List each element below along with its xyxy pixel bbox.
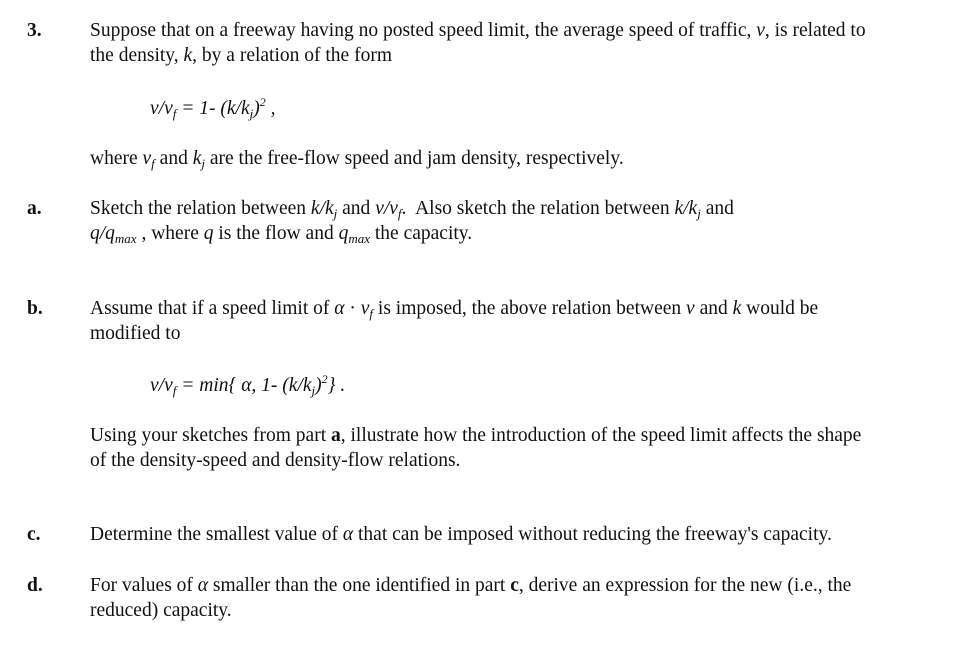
intro-line-1: Suppose that on a freeway having no posted speed limit, the average speed of traffic, v, is related to (90, 20, 866, 41)
part-b-text-2 (90, 423, 922, 473)
part-d-label: d. (27, 575, 43, 596)
part-d-text (90, 573, 922, 623)
part-a-label: a. (27, 198, 42, 219)
part-a-line-1: Sketch the relation between $k/k_j$ and $v/v_f$. Also sketch the relation between $k/k_j$ and (90, 198, 734, 221)
part-c-line-1: Determine the smallest value of α that can be imposed without reducing the freeway's capacity. (90, 524, 832, 545)
part-b-line-3: Using your sketches from part a, illustrate how the introduction of the speed limit affects the shape (90, 425, 862, 446)
speed-density-equation: $v/v_f = 1-$ $(k/k_j)^2$ , (150, 95, 276, 121)
part-b-label: b. (27, 298, 43, 319)
part-c-text (90, 522, 922, 547)
part-a-text (90, 196, 922, 246)
where-text: where $v_f$ and $k_j$ are the free-flow speed and jam density, respectively. (90, 148, 624, 171)
part-d-line-1: For values of α smaller than the one identified in part c, derive an expression for the new (i.e., the (90, 575, 852, 596)
speed-limit-equation: $v/v_f = \min${ α, 1- $(k/k_j)^2$} . (150, 372, 346, 398)
part-b-text (90, 296, 922, 346)
part-d-line-2: reduced) capacity. (90, 600, 232, 621)
part-c-label: c. (27, 524, 41, 545)
problem-intro (90, 18, 922, 68)
part-a-line-2: $q/q_{max}$ , where q is the flow and $q_{max}$ the capacity. (90, 223, 473, 246)
part-b-line-4: of the density-speed and density-flow relations. (90, 450, 461, 471)
problem-number: 3. (27, 20, 42, 41)
intro-line-2: the density, k, by a relation of the form (90, 45, 392, 66)
part-b-line-2: modified to (90, 323, 181, 344)
part-b-line-1: Assume that if a speed limit of $\alpha \cdot v_f$ is imposed, the above relation between v and k would be (90, 298, 819, 321)
